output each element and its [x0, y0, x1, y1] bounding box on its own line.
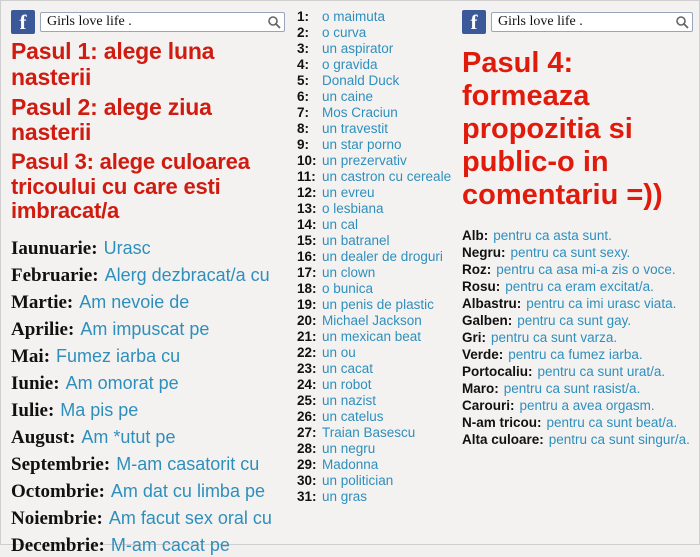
day-label: 8: — [297, 121, 310, 136]
day-value: un evreu — [322, 185, 375, 200]
step-3-text: Pasul 3: alege culoarea tricoului cu care esti imbracat/a — [11, 149, 250, 224]
month-value: Am dat cu limba pe — [110, 480, 265, 501]
search-icon[interactable] — [675, 15, 689, 29]
day-value: un aspirator — [322, 41, 394, 56]
color-label: Albastru: — [462, 296, 522, 312]
list-item — [11, 319, 285, 341]
list-item — [11, 373, 285, 395]
color-value: pentru ca sunt varza. — [491, 330, 618, 346]
list-item — [297, 9, 452, 24]
day-label: 5: — [297, 73, 310, 88]
list-item — [297, 105, 452, 120]
list-item — [462, 262, 693, 277]
day-value: un dealer de droguri — [322, 249, 443, 264]
list-item — [297, 185, 452, 200]
search-input-value: Girls love life . — [498, 14, 583, 29]
right-column — [456, 1, 700, 546]
day-label: 9: — [297, 137, 310, 152]
month-label: Octombrie: — [11, 480, 105, 502]
color-value: pentru a avea orgasm. — [519, 398, 655, 414]
day-label: 1: — [297, 9, 310, 24]
color-label: Negru: — [462, 245, 506, 261]
list-item — [462, 313, 693, 328]
list-item — [462, 432, 693, 447]
month-label: Septembrie: — [11, 453, 111, 475]
month-value: Am omorat pe — [65, 372, 179, 393]
list-item — [462, 381, 693, 396]
day-value: un caine — [322, 89, 374, 104]
day-label: 30: — [297, 473, 317, 488]
search-input-value: Girls love life . — [47, 14, 132, 29]
list-item — [297, 377, 452, 392]
color-value: pentru ca sunt beat/a. — [546, 415, 678, 431]
color-label: Roz: — [462, 262, 492, 278]
color-label: Alb: — [462, 228, 489, 244]
day-label: 12: — [297, 185, 317, 200]
list-item — [11, 427, 285, 449]
list-item — [297, 329, 452, 344]
day-value: o gravida — [322, 57, 378, 72]
day-label: 21: — [297, 329, 317, 344]
day-value: un robot — [322, 377, 372, 392]
day-label: 7: — [297, 105, 310, 120]
month-value: Am nevoie de — [79, 291, 190, 312]
search-icon[interactable] — [267, 15, 281, 29]
list-item — [462, 245, 693, 260]
left-column — [1, 1, 291, 556]
day-label: 16: — [297, 249, 317, 264]
day-value: o curva — [322, 25, 367, 40]
day-value: o bunica — [322, 281, 374, 296]
color-label: N-am tricou: — [462, 415, 542, 431]
list-item — [11, 481, 285, 503]
day-value: o maimuta — [322, 9, 386, 24]
list-item — [11, 265, 285, 287]
day-label: 26: — [297, 409, 317, 424]
facebook-logo-icon: f — [462, 10, 486, 34]
day-value: un clown — [322, 265, 376, 280]
day-label: 10: — [297, 153, 317, 168]
day-value: un batranel — [322, 233, 390, 248]
day-label: 13: — [297, 201, 317, 216]
day-label: 18: — [297, 281, 317, 296]
day-value: un travestit — [322, 121, 389, 136]
middle-column — [291, 1, 456, 546]
list-item — [462, 228, 693, 243]
month-label: Iaunuarie: — [11, 237, 98, 259]
list-item — [297, 297, 452, 312]
list-item — [297, 121, 452, 136]
day-label: 20: — [297, 313, 317, 328]
list-item — [462, 415, 693, 430]
list-item — [297, 41, 452, 56]
list-item — [297, 265, 452, 280]
day-value: un politician — [322, 473, 394, 488]
day-value: un ou — [322, 345, 356, 360]
day-label: 31: — [297, 489, 317, 504]
list-item — [297, 153, 452, 168]
day-value: Madonna — [322, 457, 379, 472]
day-label: 22: — [297, 345, 317, 360]
day-label: 24: — [297, 377, 317, 392]
day-value: un penis de plastic — [322, 297, 434, 312]
list-item — [297, 473, 452, 488]
list-item — [297, 89, 452, 104]
month-label: Februarie: — [11, 264, 99, 286]
list-item — [11, 238, 285, 260]
month-value: Fumez iarba cu — [56, 345, 181, 366]
day-label: 2: — [297, 25, 310, 40]
day-value: Traian Basescu — [322, 425, 416, 440]
list-item — [297, 441, 452, 456]
day-label: 11: — [297, 169, 316, 184]
list-item — [11, 292, 285, 314]
month-label: August: — [11, 426, 76, 448]
month-value: Urasc — [103, 237, 151, 258]
list-item — [297, 457, 452, 472]
color-label: Carouri: — [462, 398, 515, 414]
list-item — [297, 361, 452, 376]
list-item — [297, 393, 452, 408]
day-value: un cacat — [322, 361, 374, 376]
day-value: Michael Jackson — [322, 313, 422, 328]
color-value: pentru ca asta sunt. — [493, 228, 612, 244]
color-value: pentru ca sunt gay. — [517, 313, 632, 329]
month-value: Am impuscat pe — [80, 318, 210, 339]
color-label: Maro: — [462, 381, 499, 397]
facebook-bar-left — [11, 9, 285, 35]
list-item — [11, 346, 285, 368]
list-item — [462, 296, 693, 311]
facebook-logo-icon: f — [11, 10, 35, 34]
color-label: Galben: — [462, 313, 513, 329]
month-value: Am facut sex oral cu — [108, 507, 272, 528]
day-value: un prezervativ — [322, 153, 407, 168]
list-item — [297, 489, 452, 504]
month-label: Iulie: — [11, 399, 55, 421]
step-2-text: Pasul 2: alege ziua nasterii — [11, 93, 212, 146]
day-label: 25: — [297, 393, 317, 408]
color-label: Rosu: — [462, 279, 501, 295]
list-item — [11, 508, 285, 530]
month-value: M-am cacat pe — [110, 534, 230, 555]
search-input[interactable] — [491, 12, 693, 32]
month-value: Am *utut pe — [81, 426, 176, 447]
month-value: Alerg dezbracat/a cu — [104, 264, 270, 285]
day-label: 17: — [297, 265, 317, 280]
day-label: 4: — [297, 57, 310, 72]
month-label: Aprilie: — [11, 318, 75, 340]
list-item — [297, 313, 452, 328]
list-item — [297, 217, 452, 232]
day-value: un cal — [322, 217, 359, 232]
day-value: un nazist — [322, 393, 377, 408]
color-value: pentru ca imi urasc viata. — [526, 296, 677, 312]
day-label: 3: — [297, 41, 310, 56]
month-value: Ma pis pe — [60, 399, 139, 420]
color-value: pentru ca sunt rasist/a. — [503, 381, 641, 397]
color-value: pentru ca sunt sexy. — [510, 245, 631, 261]
step-4-text: Pasul 4: formeaza propozitia si public-o in comentariu =)) — [462, 47, 663, 212]
search-input[interactable] — [40, 12, 285, 32]
list-item — [462, 364, 693, 379]
month-value: M-am casatorit cu — [116, 453, 260, 474]
list-item — [462, 330, 693, 345]
list-item — [462, 347, 693, 362]
day-value: un mexican beat — [322, 329, 422, 344]
color-value: pentru ca fumez iarba. — [508, 347, 643, 363]
color-label: Gri: — [462, 330, 487, 346]
day-label: 27: — [297, 425, 317, 440]
list-item — [297, 25, 452, 40]
day-label: 29: — [297, 457, 317, 472]
day-value: un negru — [322, 441, 376, 456]
day-value: un gras — [322, 489, 368, 504]
month-label: Martie: — [11, 291, 74, 313]
color-value: pentru ca asa mi-a zis o voce. — [496, 262, 676, 278]
list-item — [297, 425, 452, 440]
day-value: Donald Duck — [322, 73, 400, 88]
day-label: 19: — [297, 297, 317, 312]
day-list — [297, 9, 452, 504]
list-item — [11, 454, 285, 476]
list-item — [11, 535, 285, 557]
color-label: Portocaliu: — [462, 364, 533, 380]
list-item — [11, 400, 285, 422]
day-value: un castron cu cereale — [322, 169, 452, 184]
list-item — [297, 345, 452, 360]
list-item — [297, 73, 452, 88]
list-item — [462, 279, 693, 294]
list-item — [297, 201, 452, 216]
day-label: 28: — [297, 441, 317, 456]
day-value: un star porno — [322, 137, 402, 152]
month-list — [11, 238, 285, 557]
day-value: Mos Craciun — [322, 105, 398, 120]
color-value: pentru ca sunt singur/a. — [548, 432, 690, 448]
list-item — [297, 169, 452, 184]
color-label: Verde: — [462, 347, 504, 363]
list-item — [297, 137, 452, 152]
facebook-bar-right — [462, 9, 693, 35]
day-value: un catelus — [322, 409, 384, 424]
list-item — [297, 281, 452, 296]
day-label: 15: — [297, 233, 317, 248]
color-value: pentru ca eram excitat/a. — [505, 279, 654, 295]
list-item — [462, 398, 693, 413]
color-list — [462, 228, 693, 447]
list-item — [297, 57, 452, 72]
day-value: o lesbiana — [322, 201, 384, 216]
day-label: 14: — [297, 217, 317, 232]
color-label: Alta culoare: — [462, 432, 544, 448]
month-label: Iunie: — [11, 372, 60, 394]
list-item — [297, 233, 452, 248]
month-label: Noiembrie: — [11, 507, 103, 529]
list-item — [297, 409, 452, 424]
color-value: pentru ca sunt urat/a. — [537, 364, 666, 380]
list-item — [297, 249, 452, 264]
step-1-text: Pasul 1: alege luna nasterii — [11, 38, 215, 90]
day-label: 6: — [297, 89, 310, 104]
month-label: Decembrie: — [11, 534, 105, 556]
day-label: 23: — [297, 361, 317, 376]
month-label: Mai: — [11, 345, 51, 367]
